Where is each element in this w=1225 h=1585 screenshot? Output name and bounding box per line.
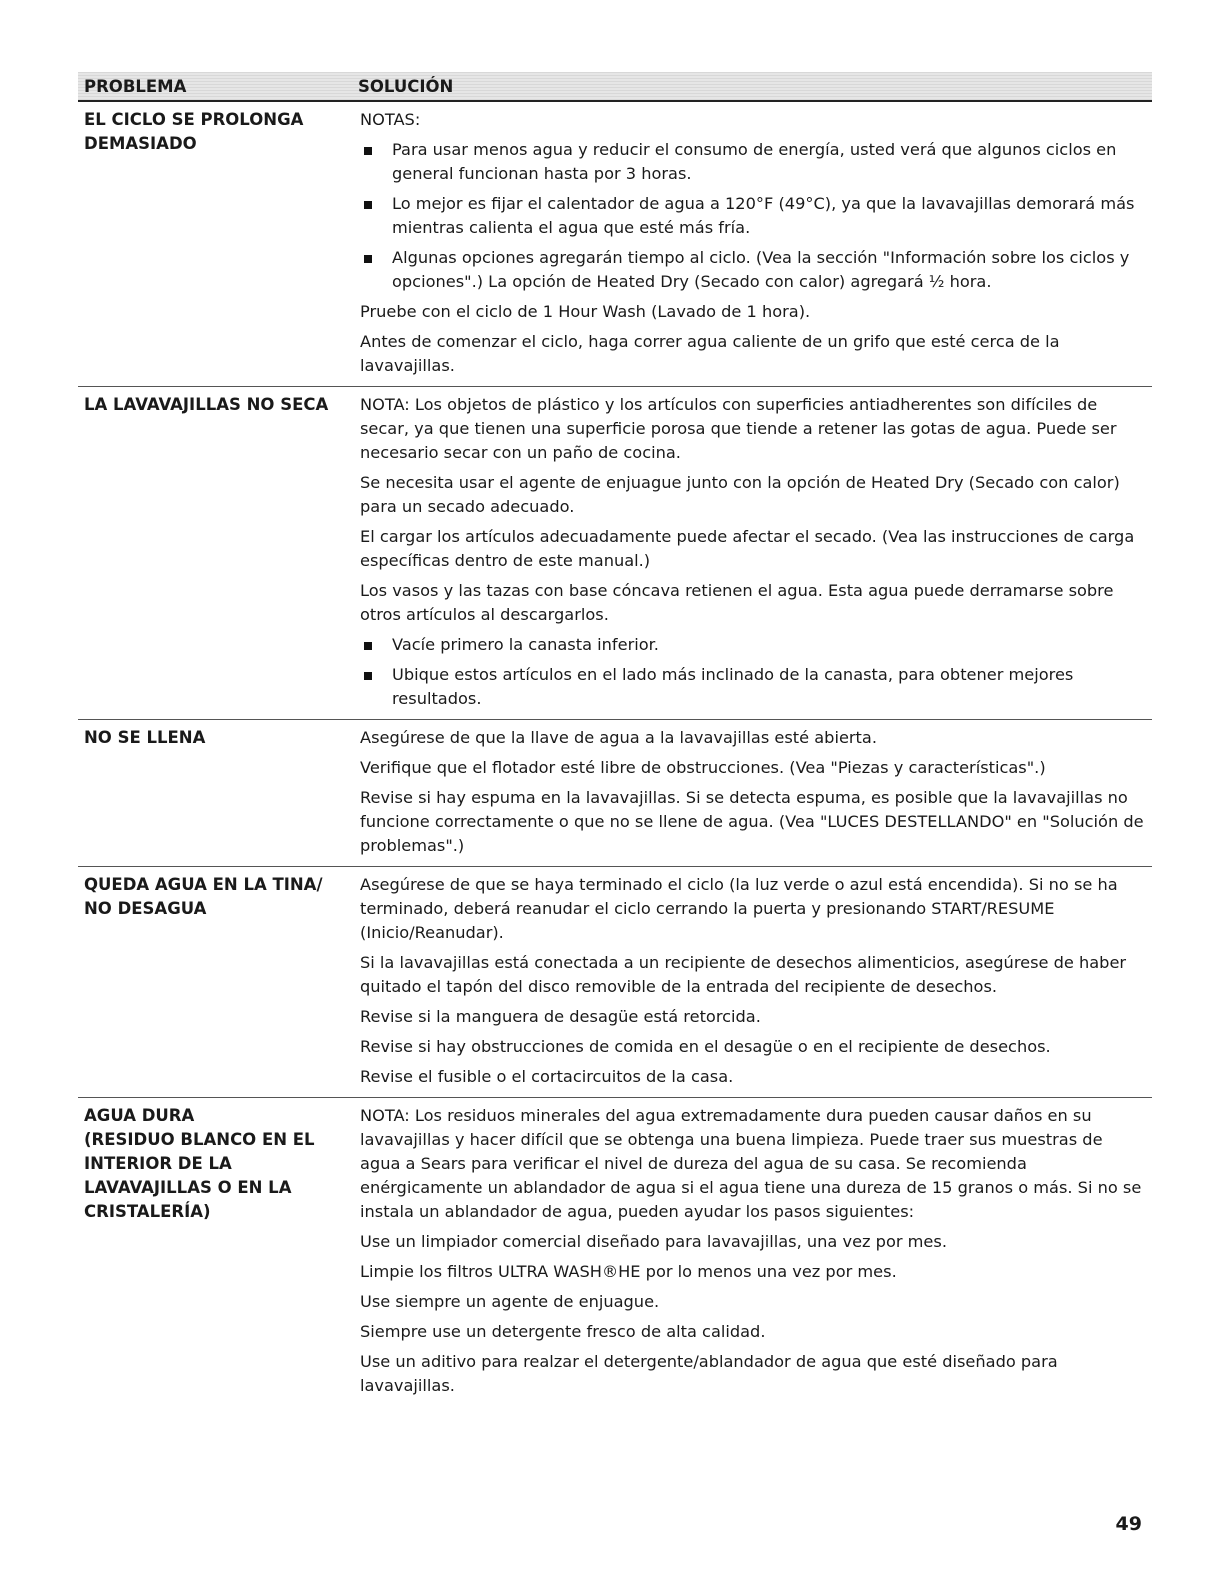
problem-line: NO DESAGUA (84, 899, 207, 918)
solution-cell (360, 108, 1152, 384)
bullet-item (360, 246, 1148, 294)
bullet-square-icon (364, 672, 372, 680)
solution-paragraph: Verifique que el flotador esté libre de obstrucciones. (Vea "Piezas y características".) (360, 758, 1046, 777)
solution-paragraph: Asegúrese de que la llave de agua a la lavavajillas esté abierta. (360, 728, 877, 747)
bullet-item (360, 663, 1148, 711)
troubleshooting-table (78, 102, 1152, 1406)
table-row (78, 720, 1152, 867)
problem-line: INTERIOR DE LA (84, 1154, 232, 1173)
solution-paragraph: El cargar los artículos adecuadamente puede afectar el secado. (Vea las instrucciones de carga específicas dentro de este manual.) (360, 527, 1135, 570)
solution-paragraph: Revise si la manguera de desagüe está retorcida. (360, 1007, 761, 1026)
bullet-text: Para usar menos agua y reducir el consumo de energía, usted verá que algunos ciclos en general funcionan hasta por 3 horas. (392, 140, 1117, 183)
problem-line: LA LAVAVAJILLAS NO SECA (84, 395, 329, 414)
solution-paragraph: Use siempre un agente de enjuague. (360, 1292, 660, 1311)
solution-paragraph: Revise el fusible o el cortacircuitos de la casa. (360, 1067, 734, 1086)
solution-paragraph: Antes de comenzar el ciclo, haga correr agua caliente de un grifo que esté cerca de la lavavajillas. (360, 332, 1060, 375)
bullet-text: Vacíe primero la canasta inferior. (392, 635, 659, 654)
solution-paragraph: Pruebe con el ciclo de 1 Hour Wash (Lavado de 1 hora). (360, 302, 811, 321)
header-problem: PROBLEMA (84, 77, 187, 96)
solution-paragraph: NOTA: Los residuos minerales del agua extremadamente dura pueden causar daños en su lavavajillas y hacer difícil que se obtenga una buena limpieza. Puede traer sus muestras de agua a Sears para verificar el nivel de dureza del agua de su casa. Se recomienda enérgicamente un ablandador de agua si el agua tiene una dureza de 15 granos o más. Si no se instala un ablandador de agua, pueden ayudar los pasos siguientes: (360, 1106, 1142, 1221)
solution-paragraph: Siempre use un detergente fresco de alta calidad. (360, 1322, 766, 1341)
solution-cell (360, 873, 1152, 1095)
solution-cell (360, 1104, 1152, 1404)
bullet-square-icon (364, 255, 372, 263)
page-number: 49 (1115, 1513, 1142, 1535)
solution-paragraph: Revise si hay obstrucciones de comida en el desagüe o en el recipiente de desechos. (360, 1037, 1051, 1056)
header-solution: SOLUCIÓN (358, 77, 454, 96)
table-header (78, 72, 1152, 102)
bullet-square-icon (364, 147, 372, 155)
solution-paragraph: Limpie los filtros ULTRA WASH®HE por lo menos una vez por mes. (360, 1262, 897, 1281)
solution-cell (360, 726, 1152, 864)
problem-line: AGUA DURA (84, 1106, 195, 1125)
problem-cell (78, 393, 360, 717)
table-row (78, 867, 1152, 1098)
solution-paragraph: Use un aditivo para realzar el detergente/ablandador de agua que esté diseñado para lavavajillas. (360, 1352, 1058, 1395)
table-row (78, 1098, 1152, 1406)
bullet-square-icon (364, 201, 372, 209)
bullet-item (360, 192, 1148, 240)
bullet-text: Algunas opciones agregarán tiempo al ciclo. (Vea la sección "Información sobre los ciclos y opciones".) La opción de Heated Dry (Secado con calor) agregará ½ hora. (392, 248, 1130, 291)
bullet-square-icon (364, 642, 372, 650)
table-row (78, 102, 1152, 387)
bullet-item (360, 633, 1148, 657)
problem-line: CRISTALERÍA) (84, 1202, 211, 1221)
solution-paragraph: Asegúrese de que se haya terminado el ciclo (la luz verde o azul está encendida). Si no se ha terminado, deberá reanudar el ciclo cerrando la puerta y presionando START/RESUME (Inicio/Reanudar). (360, 875, 1118, 942)
problem-cell (78, 1104, 360, 1404)
problem-cell (78, 108, 360, 384)
solution-paragraph: Si la lavavajillas está conectada a un recipiente de desechos alimenticios, asegúrese de haber quitado el tapón del disco removible de la entrada del recipiente de desechos. (360, 953, 1127, 996)
problem-line: DEMASIADO (84, 134, 197, 153)
bullet-text: Ubique estos artículos en el lado más inclinado de la canasta, para obtener mejores resultados. (392, 665, 1074, 708)
problem-line: LAVAVAJILLAS O EN LA (84, 1178, 292, 1197)
problem-cell (78, 726, 360, 864)
notes-heading: NOTAS: (360, 110, 421, 129)
solution-paragraph: Se necesita usar el agente de enjuague junto con la opción de Heated Dry (Secado con calor) para un secado adecuado. (360, 473, 1120, 516)
solution-paragraph: Revise si hay espuma en la lavavajillas. Si se detecta espuma, es posible que la lavavajillas no funcione correctamente o que no se llene de agua. (Vea "LUCES DESTELLANDO" en "Solución de problemas".) (360, 788, 1144, 855)
problem-line: EL CICLO SE PROLONGA (84, 110, 304, 129)
bullet-text: Lo mejor es fijar el calentador de agua a 120°F (49°C), ya que la lavavajillas demorará más mientras calienta el agua que esté más fría. (392, 194, 1135, 237)
solution-paragraph: NOTA: Los objetos de plástico y los artículos con superficies antiadherentes son difíciles de secar, ya que tienen una superficie porosa que tiende a retener las gotas de agua. Puede ser necesario secar con un paño de cocina. (360, 395, 1117, 462)
problem-line: (RESIDUO BLANCO EN EL (84, 1130, 315, 1149)
solution-paragraph: Los vasos y las tazas con base cóncava retienen el agua. Esta agua puede derramarse sobre otros artículos al descargarlos. (360, 581, 1114, 624)
table-row (78, 387, 1152, 720)
problem-line: QUEDA AGUA EN LA TINA/ (84, 875, 323, 894)
bullet-item (360, 138, 1148, 186)
problem-cell (78, 873, 360, 1095)
solution-paragraph: Use un limpiador comercial diseñado para lavavajillas, una vez por mes. (360, 1232, 947, 1251)
problem-line: NO SE LLENA (84, 728, 206, 747)
solution-cell (360, 393, 1152, 717)
